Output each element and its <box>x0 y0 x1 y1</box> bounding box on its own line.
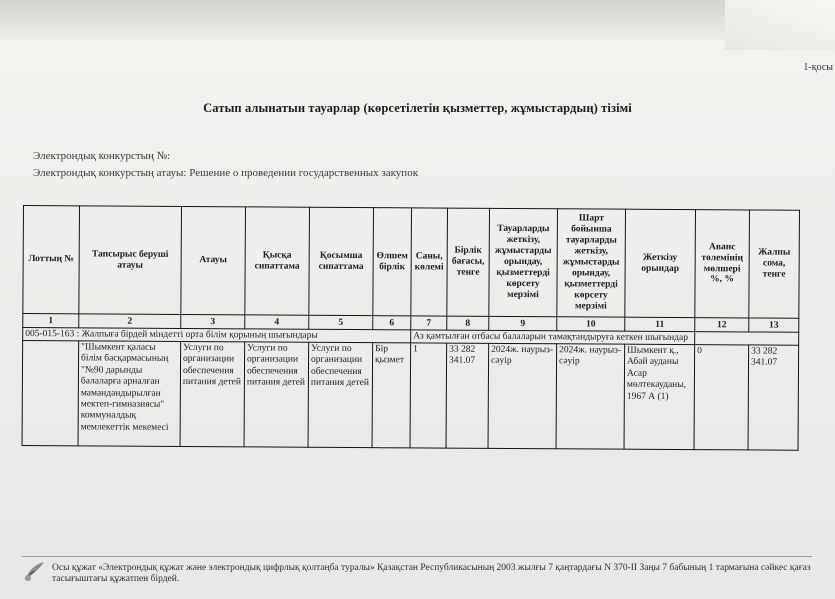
col-number: 2 <box>79 314 181 329</box>
col-header: Қосымша сипаттама <box>309 207 374 315</box>
col-header: Өлшем бірлік <box>373 208 412 316</box>
table-header-row <box>23 206 800 319</box>
category-empty <box>695 332 799 346</box>
col-number: 11 <box>625 317 695 331</box>
page-corner <box>725 0 835 50</box>
contest-number-label: Электрондық конкурстың №: <box>33 150 171 162</box>
col-header: Шарт бойынша тауарларды жеткізу, жұмыстарды орындау, қызметтерді көрсету мерзімі <box>557 209 626 317</box>
annex-label: 1-қосы <box>803 62 833 73</box>
advance-cell: 0 <box>694 345 749 450</box>
col-number: 1 <box>23 314 79 328</box>
contest-name-value: Решение о проведении государственных закупок <box>189 167 419 179</box>
page-shadow-top <box>0 0 835 40</box>
procurement-table <box>22 205 800 451</box>
name-cell: Услуги по организации обеспечения питания детей <box>180 341 245 446</box>
col-number: 6 <box>373 316 411 330</box>
term-cell: 2024ж. наурыз-сәуір <box>488 343 557 448</box>
qty-cell: 1 <box>410 343 447 448</box>
table-row <box>22 341 799 451</box>
place-cell: Шымкент қ., Абай ауданы Асар мөлтекауданы, 1967 А (1) <box>624 344 695 449</box>
lot-number-cell <box>22 341 79 446</box>
col-header: Бірлік бағасы, тенге <box>447 208 490 316</box>
col-header: Аванс төлемінің мөлшері %, % <box>695 210 750 318</box>
contest-name-line <box>33 167 418 179</box>
legal-footer-text: Осы құжат «Электрондық құжат және электрондық цифрлық қолтаңба туралы» Қазақстан Республикасының 2003 жылғы 7 қаңтардағы N 370-II Заңы 7 бабының 1 тармағына сәйкес қағаз тасығыштағы құжатпен бірдей. <box>52 563 811 585</box>
col-number: 12 <box>695 318 749 332</box>
col-number: 10 <box>557 317 625 331</box>
col-header: Тауарларды жеткізу, жұмыстарды орындау, қызметтерді көрсету мерзімі <box>489 208 558 316</box>
document-title: Сатып алынатын тауарлар (көрсетілетін қызметтер, жұмыстардың) тізімі <box>203 101 632 115</box>
footer-divider <box>22 556 812 557</box>
col-number: 4 <box>245 315 309 329</box>
col-number: 5 <box>309 315 373 329</box>
col-header: Атауы <box>181 206 246 314</box>
col-header: Лоттың № <box>23 206 80 314</box>
col-header: Жеткізу орындар <box>625 209 696 317</box>
category-code-text: 005-015-163 : Жалпыға бірдей міндетті орта білім қорының шығындары <box>25 329 318 341</box>
col-number: 8 <box>447 316 489 330</box>
col-header: Қысқа сипаттама <box>245 207 310 315</box>
short-desc-cell: Услуги по организации обеспечения питания детей <box>244 342 309 447</box>
feather-icon <box>22 560 46 582</box>
col-number: 13 <box>749 318 799 332</box>
col-number: 3 <box>181 314 245 328</box>
col-header: Жалпы сома, тенге <box>749 210 800 318</box>
col-header: Тапсырыс беруші атауы <box>79 206 182 315</box>
customer-cell: "Шымкент қаласы білім басқармасының "№90 дарынды балаларға арналған мамандандырылған мектеп-гимназиясы" коммуналдық мемлекеттік мекемесі <box>78 341 181 447</box>
col-number: 7 <box>411 316 447 330</box>
unit-cell: Бір қызмет <box>372 343 411 448</box>
col-header: Саны, көлемі <box>411 208 448 316</box>
category-description: Аз қамтылған отбасы балаларын тамақтандыруға кеткен шығындар <box>411 330 695 345</box>
extra-desc-cell: Услуги по организации обеспечения питания детей <box>308 342 373 447</box>
total-cell: 33 282 341.07 <box>748 345 799 450</box>
unit-price-cell: 33 282 341.07 <box>446 343 489 448</box>
col-number: 9 <box>489 316 557 330</box>
contest-name-label: Электрондық конкурстың атауы: <box>33 167 187 179</box>
contract-term-cell: 2024ж. наурыз-сәуір <box>556 344 625 449</box>
